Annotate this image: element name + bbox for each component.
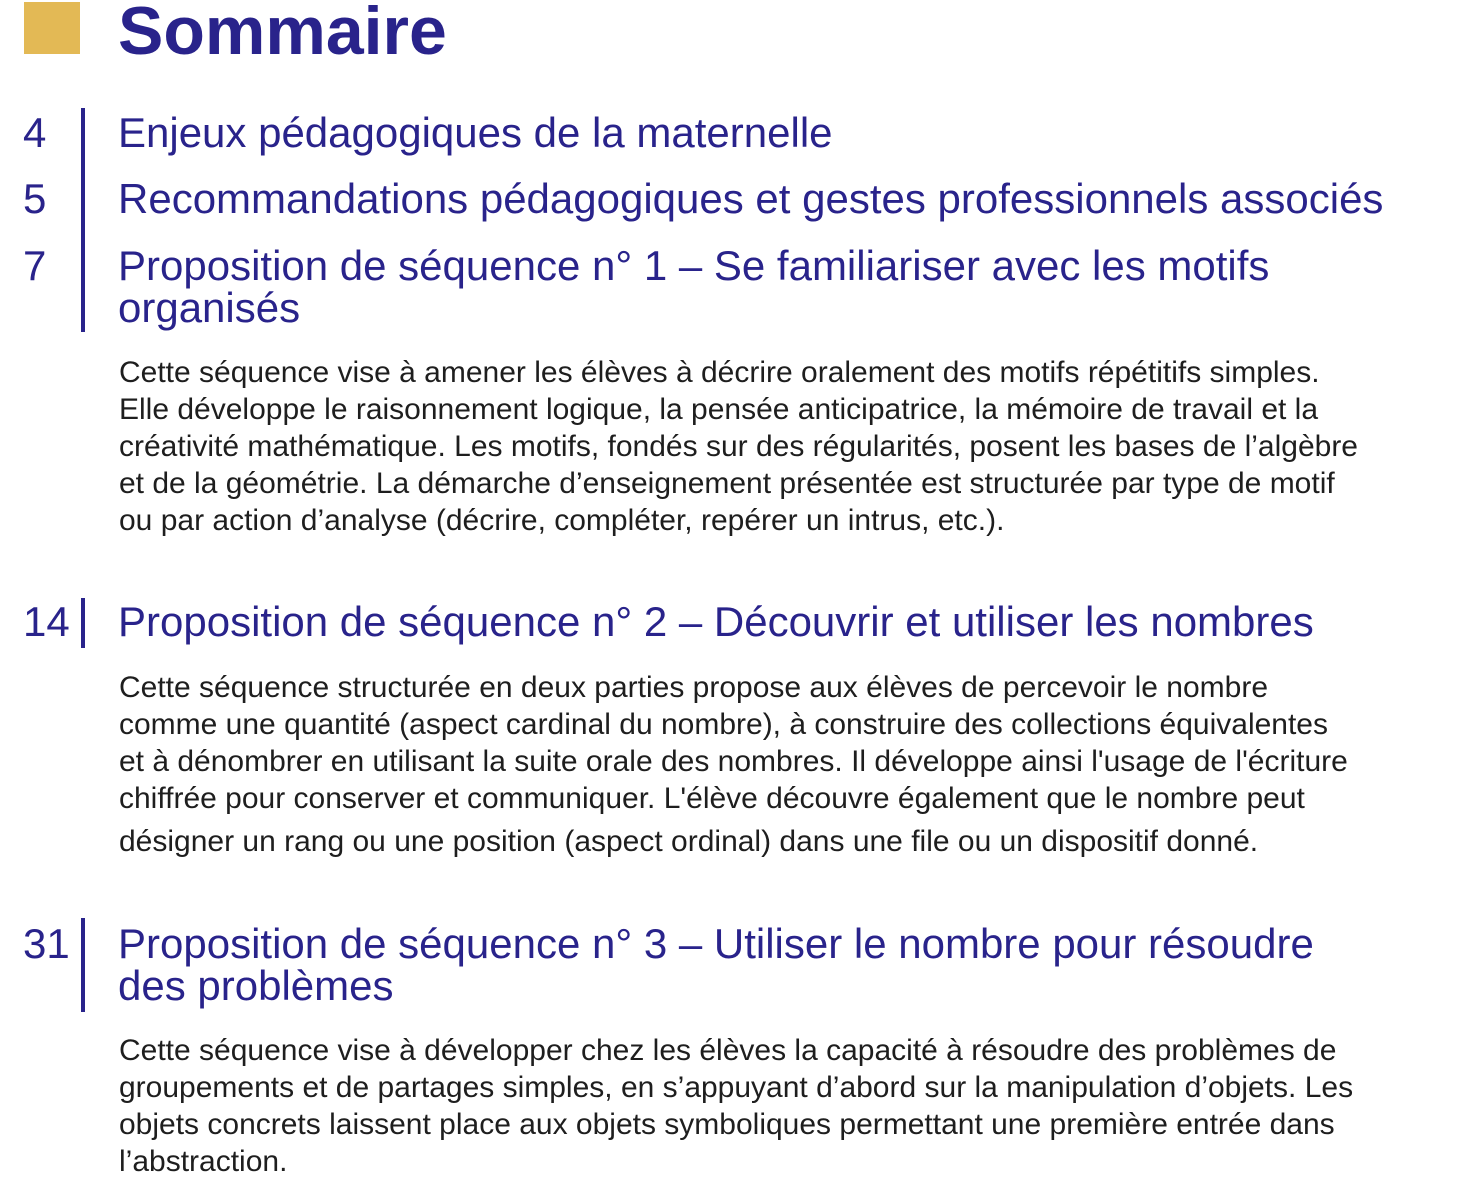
toc-entry-title-line: Enjeux pédagogiques de la maternelle (118, 109, 833, 156)
toc-entry-title-line: Recommandations pédagogiques et gestes professionnels associés (118, 175, 1384, 222)
toc-page-number: 7 (23, 242, 47, 289)
summary-line: comme une quantité (aspect cardinal du nombre), à construire des collections équivalentes (119, 708, 1328, 741)
toc-page-number: 4 (23, 109, 47, 156)
toc-entry-title-line: Proposition de séquence n° 1 – Se familiariser avec les motifs (118, 242, 1270, 289)
toc-entry-recommandations-pedagogiques[interactable] (0, 175, 1440, 222)
summary-line: et à dénombrer en utilisant la suite orale des nombres. Il développe ainsi l'usage de l'écriture (119, 745, 1348, 778)
page-title: Sommaire (118, 0, 447, 69)
summary-line: chiffrée pour conserver et communiquer. L'élève découvre également que le nombre peut (119, 782, 1305, 815)
summary-line: et de la géométrie. La démarche d’enseignement présentée est structurée par type de motif (119, 467, 1335, 500)
summary-line: désigner un rang ou une position (aspect ordinal) dans une file ou un dispositif donné. (119, 825, 1259, 858)
toc-entry-title-line: Proposition de séquence n° 3 – Utiliser le nombre pour résoudre (118, 920, 1314, 967)
summary-line: Elle développe le raisonnement logique, la pensée anticipatrice, la mémoire de travail et la (119, 393, 1319, 426)
toc-entry-sequence-2[interactable] (0, 598, 1440, 645)
sequence-2-summary (119, 669, 1439, 860)
summary-line: ou par action d’analyse (décrire, compléter, repérer un intrus, etc.). (119, 504, 1005, 537)
summary-line: groupements et de partages simples, en s’appuyant d’abord sur la manipulation d’objets. Les (119, 1071, 1354, 1104)
toc-entry-sequence-1[interactable] (0, 242, 1440, 331)
toc-entry-title-line: des problèmes (118, 962, 394, 1009)
summary-line: Cette séquence structurée en deux parties propose aux élèves de percevoir le nombre (119, 671, 1269, 704)
summary-line: Cette séquence vise à développer chez les élèves la capacité à résoudre des problèmes de (119, 1034, 1337, 1067)
toc-entry-title-line: Proposition de séquence n° 2 – Découvrir et utiliser les nombres (118, 598, 1314, 645)
sequence-1-summary (119, 354, 1439, 539)
summary-line: créativité mathématique. Les motifs, fondés sur des régularités, posent les bases de l’algèbre (119, 430, 1358, 463)
toc-entry-title-line: organisés (118, 284, 301, 331)
toc-page-number: 5 (23, 175, 47, 222)
summary-line: l’abstraction. (119, 1145, 288, 1178)
toc-entry-enjeux-pedagogiques[interactable] (0, 109, 1440, 156)
toc-page-number: 14 (23, 598, 70, 645)
sequence-3-summary (119, 1032, 1439, 1180)
toc-entry-sequence-3[interactable] (0, 920, 1440, 1009)
summary-line: objets concrets laissent place aux objets symboliques permettant une première entrée dans (119, 1108, 1335, 1141)
toc-page-number: 31 (23, 920, 70, 967)
summary-line: Cette séquence vise à amener les élèves à décrire oralement des motifs répétitifs simples. (119, 356, 1320, 389)
